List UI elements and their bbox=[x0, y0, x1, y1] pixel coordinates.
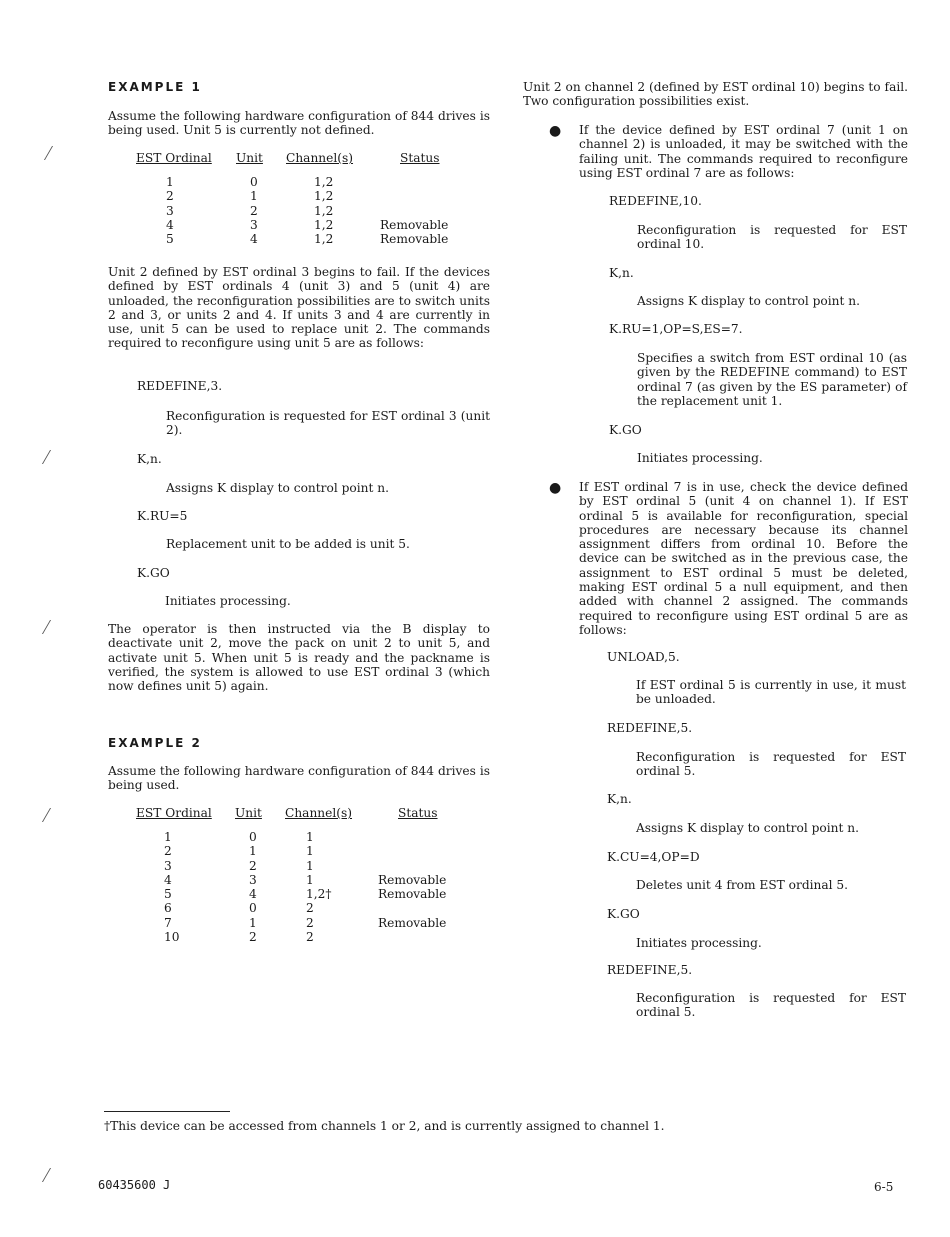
table-row bbox=[136, 859, 468, 873]
binder-mark bbox=[42, 1168, 59, 1182]
command-k-n: K,n. bbox=[609, 266, 634, 280]
command-description: Assigns K display to control point n. bbox=[166, 481, 389, 495]
cell-status bbox=[378, 844, 448, 858]
cell-channels: 2 bbox=[306, 930, 314, 945]
cell-status: Removable bbox=[378, 915, 447, 930]
cell-unit: 4 bbox=[249, 887, 257, 902]
cell-est-ordinal: 2 bbox=[166, 189, 174, 204]
cell-unit: 2 bbox=[250, 203, 258, 218]
cell-est-ordinal: 7 bbox=[164, 915, 172, 930]
cell-unit: 4 bbox=[250, 232, 258, 247]
bullet-option-ordinal-7: If the device defined by EST ordinal 7 (unit 1 on channel 2) is unloaded, it may be switched with the failing unit. The commands required to reconfigure using EST ordinal 7 are as follows: bbox=[579, 123, 908, 180]
page-number: 6-5 bbox=[874, 1180, 894, 1194]
cell-status bbox=[378, 930, 448, 944]
cell-status: Removable bbox=[380, 217, 449, 232]
table-row bbox=[136, 887, 468, 901]
cell-channels: 1 bbox=[306, 830, 314, 844]
cell-est-ordinal: 5 bbox=[166, 232, 174, 247]
cell-channels: 1,2 bbox=[314, 189, 334, 204]
table-row bbox=[136, 189, 470, 203]
bullet-option-ordinal-5: If EST ordinal 7 is in use, check the device defined by EST ordinal 5 (unit 4 on channel 1). If EST ordinal 5 is available for reconfiguration, special procedures are necessary because its channel assignment differs from ordinal 10. Before the device can be switched as in the previous case, the assignment to EST ordinal 5 must be deleted, making EST ordinal 5 a null equipment, and then added with channel 2 assigned. The commands required to reconfigure using EST ordinal 5 are as follows: bbox=[579, 480, 908, 637]
example1-heading: EXAMPLE 1 bbox=[108, 80, 202, 94]
cell-channels: 1,2 bbox=[314, 175, 334, 189]
cell-status bbox=[378, 859, 448, 873]
col-header-unit: Unit bbox=[236, 151, 263, 165]
cell-status: Removable bbox=[380, 232, 449, 247]
example1-paragraph-operator: The operator is then instructed via the B display to deactivate unit 2, move the pack on unit 2 to unit 5, and activate unit 5. When unit 5 is ready and the packname is verified, the system is allowed to use EST ordinal 3 (which now defines unit 5) again. bbox=[108, 622, 490, 694]
command-description: Initiates processing. bbox=[165, 594, 291, 608]
cell-est-ordinal: 10 bbox=[164, 930, 180, 945]
command-description: Assigns K display to control point n. bbox=[636, 821, 859, 835]
command-redefine-5-again: REDEFINE,5. bbox=[607, 963, 693, 977]
command-redefine-3: REDEFINE,3. bbox=[137, 379, 223, 393]
command-description: Reconfiguration is requested for EST ordinal 5. bbox=[636, 750, 906, 779]
table-row bbox=[136, 232, 470, 246]
cell-channels: 2 bbox=[306, 915, 314, 930]
table-row bbox=[136, 218, 470, 232]
table-row bbox=[136, 873, 468, 887]
cell-channels: 1,2† bbox=[306, 887, 332, 902]
cell-est-ordinal: 1 bbox=[164, 830, 172, 844]
command-description: If EST ordinal 5 is currently in use, it must be unloaded. bbox=[636, 678, 906, 707]
cell-est-ordinal: 1 bbox=[166, 175, 174, 189]
col-header-channels: Channel(s) bbox=[286, 151, 354, 165]
cell-est-ordinal: 3 bbox=[164, 858, 172, 873]
bullet-icon: ● bbox=[549, 480, 562, 496]
cell-est-ordinal: 5 bbox=[164, 887, 172, 902]
cell-est-ordinal: 6 bbox=[164, 901, 172, 916]
cell-unit: 1 bbox=[250, 189, 258, 204]
binder-mark bbox=[44, 146, 61, 160]
bullet-icon: ● bbox=[549, 123, 562, 139]
example1-config-table bbox=[136, 151, 470, 246]
command-k-ru-5: K.RU=5 bbox=[137, 509, 188, 523]
cell-status bbox=[378, 901, 448, 915]
col-header-status: Status bbox=[398, 806, 438, 820]
cell-est-ordinal: 4 bbox=[166, 217, 174, 232]
command-description: Reconfiguration is requested for EST ordinal 5. bbox=[636, 991, 906, 1020]
table-row bbox=[136, 830, 468, 844]
table-row bbox=[136, 204, 470, 218]
command-k-cu-4-op-d: K.CU=4,OP=D bbox=[607, 850, 700, 864]
command-k-n: K,n. bbox=[607, 792, 632, 806]
cell-unit: 0 bbox=[249, 901, 257, 916]
binder-mark bbox=[42, 808, 59, 822]
cell-unit: 2 bbox=[249, 858, 257, 873]
binder-mark bbox=[42, 620, 59, 634]
cell-channels: 1 bbox=[306, 844, 314, 859]
cell-est-ordinal: 4 bbox=[164, 872, 172, 887]
cell-channels: 2 bbox=[306, 901, 314, 916]
command-k-go: K.GO bbox=[137, 566, 170, 580]
example2-config-table bbox=[136, 806, 468, 944]
col-header-est-ordinal: EST Ordinal bbox=[136, 806, 212, 820]
cell-unit: 2 bbox=[249, 930, 257, 945]
table-header-row bbox=[136, 806, 468, 830]
cell-unit: 3 bbox=[249, 872, 257, 887]
command-redefine-5: REDEFINE,5. bbox=[607, 721, 693, 735]
cell-channels: 1 bbox=[306, 872, 314, 887]
cell-status bbox=[400, 175, 470, 189]
cell-est-ordinal: 2 bbox=[164, 844, 172, 859]
command-redefine-10: REDEFINE,10. bbox=[609, 194, 702, 208]
table-header-row bbox=[136, 151, 470, 175]
example2-intro: Assume the following hardware configuration of 844 drives is being used. bbox=[108, 764, 490, 793]
command-k-n: K,n. bbox=[137, 452, 162, 466]
example1-intro: Assume the following hardware configuration of 844 drives is being used. Unit 5 is currently not defined. bbox=[108, 109, 490, 138]
command-description: Specifies a switch from EST ordinal 10 (as given by the REDEFINE command) to EST ordinal 7 (as given by the ES parameter) of the replacement unit 1. bbox=[637, 351, 907, 408]
cell-unit: 3 bbox=[250, 217, 258, 232]
cell-status bbox=[378, 830, 448, 844]
command-unload-5: UNLOAD,5. bbox=[607, 650, 680, 664]
example2-failure-intro: Unit 2 on channel 2 (defined by EST ordinal 10) begins to fail. Two configuration possibilities exist. bbox=[523, 80, 908, 109]
cell-unit: 0 bbox=[249, 830, 257, 844]
binder-mark bbox=[42, 450, 59, 464]
command-description: Reconfiguration is requested for EST ordinal 10. bbox=[637, 223, 907, 252]
command-k-go: K.GO bbox=[609, 423, 642, 437]
command-k-go: K.GO bbox=[607, 907, 640, 921]
col-header-channels: Channel(s) bbox=[285, 806, 353, 820]
table-row bbox=[136, 844, 468, 858]
document-number: 60435600 J bbox=[98, 1178, 171, 1192]
cell-channels: 1,2 bbox=[314, 232, 334, 247]
col-header-unit: Unit bbox=[235, 806, 262, 820]
cell-channels: 1,2 bbox=[314, 217, 334, 232]
cell-unit: 1 bbox=[249, 915, 257, 930]
cell-unit: 0 bbox=[250, 175, 258, 189]
table-row bbox=[136, 901, 468, 915]
cell-status: Removable bbox=[378, 887, 447, 902]
footnote-rule bbox=[104, 1111, 230, 1112]
example2-heading: EXAMPLE 2 bbox=[108, 736, 202, 750]
footnote: †This device can be accessed from channels 1 or 2, and is currently assigned to channel 1. bbox=[104, 1119, 665, 1133]
col-header-status: Status bbox=[400, 151, 440, 165]
cell-status: Removable bbox=[378, 872, 447, 887]
table-row bbox=[136, 916, 468, 930]
cell-channels: 1 bbox=[306, 858, 314, 873]
command-description: Assigns K display to control point n. bbox=[637, 294, 860, 308]
command-description: Deletes unit 4 from EST ordinal 5. bbox=[636, 878, 849, 892]
command-description: Initiates processing. bbox=[636, 936, 762, 950]
example1-paragraph-failure: Unit 2 defined by EST ordinal 3 begins to fail. If the devices defined by EST ordinals 4 (unit 3) and 5 (unit 4) are unloaded, the reconfiguration possibilities are to switch units 2 and 3, or units 2 and 4. If units 3 and 4 are currently in use, unit 5 can be used to replace unit 2. The commands required to reconfigure using unit 5 are as follows: bbox=[108, 265, 490, 351]
cell-status bbox=[400, 204, 470, 218]
command-description: Reconfiguration is requested for EST ordinal 3 (unit 2). bbox=[166, 409, 490, 438]
command-k-ru-1-op-s-es-7: K.RU=1,OP=S,ES=7. bbox=[609, 322, 743, 336]
cell-channels: 1,2 bbox=[314, 203, 334, 218]
table-row bbox=[136, 175, 470, 189]
cell-unit: 1 bbox=[249, 844, 257, 859]
command-description: Initiates processing. bbox=[637, 451, 763, 465]
cell-status bbox=[400, 189, 470, 203]
col-header-est-ordinal: EST Ordinal bbox=[136, 151, 212, 165]
table-row bbox=[136, 930, 468, 944]
cell-est-ordinal: 3 bbox=[166, 203, 174, 218]
command-description: Replacement unit to be added is unit 5. bbox=[166, 537, 410, 551]
